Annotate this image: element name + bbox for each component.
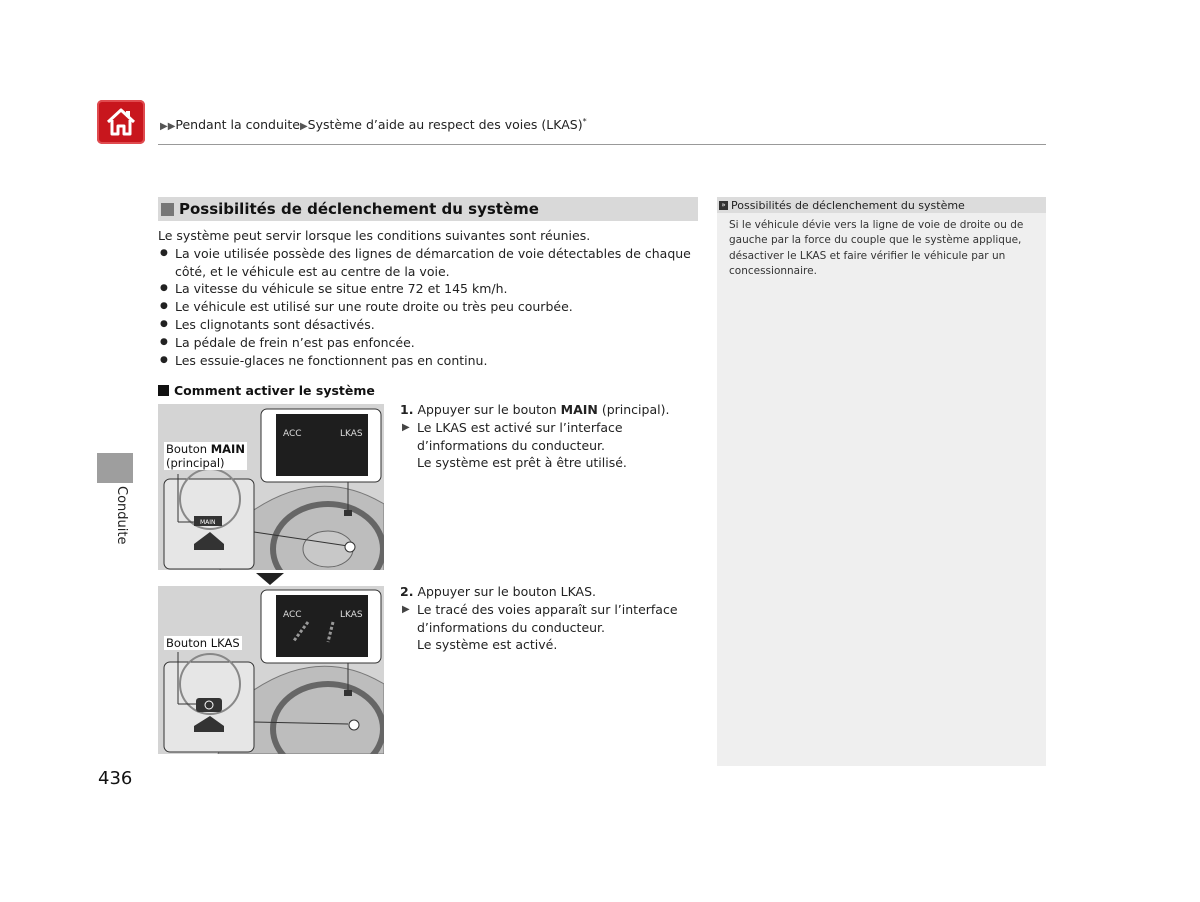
screen2-lkas-label: LKAS: [340, 610, 363, 620]
list-item: ● La pédale de frein n’est pas enfoncée.: [158, 334, 703, 352]
step-number: 2.: [400, 584, 414, 599]
subsection-title: Comment activer le système: [174, 383, 375, 398]
breadcrumb-separator: ▶: [299, 121, 308, 133]
screen1-acc-label: ACC: [283, 429, 302, 439]
main-button-label: MAIN: [200, 519, 216, 526]
section-square-icon: [161, 203, 174, 216]
breadcrumb-arrows: ▶▶: [160, 121, 176, 133]
section-title: Possibilités de déclenchement du système: [179, 200, 539, 218]
step-2-result-line: Le tracé des voies apparaît sur l’interface: [417, 601, 678, 617]
page-number: 436: [98, 768, 133, 789]
lkas-button-callout: Bouton LKAS: [166, 636, 240, 650]
list-item: ● Les clignotants sont désactivés.: [158, 316, 703, 334]
sidebar-note-heading[interactable]: [717, 197, 1046, 213]
step-1-result-line: Le système est prêt à être utilisé.: [417, 455, 627, 471]
callout-main-bold: MAIN: [210, 442, 245, 456]
step-1-text-suffix: (principal).: [597, 402, 670, 417]
list-item: ● Les essuie-glaces ne fonctionnent pas en continu.: [158, 352, 703, 370]
step-2-result: [400, 601, 700, 654]
step-1-result: [400, 419, 700, 472]
screen1-lkas-label: LKAS: [340, 429, 363, 439]
screen2-acc-label: ACC: [283, 610, 302, 620]
main-button-callout: [164, 442, 247, 470]
step-2-result-line: d’informations du conducteur.: [417, 619, 606, 635]
step-2-text: Appuyer sur le bouton LKAS.: [417, 584, 597, 599]
step-1-result-line: Le LKAS est activé sur l’interface: [417, 419, 623, 435]
breadcrumb-link-driving[interactable]: Pendant la conduite: [175, 117, 300, 133]
subsection-heading: [158, 383, 375, 398]
conditions-list: [158, 245, 703, 370]
step-1-text-bold: MAIN: [560, 402, 598, 417]
step-2-result-line: Le système est activé.: [417, 637, 558, 653]
chapter-tab-label: Conduite: [114, 486, 129, 545]
result-arrow-icon: ▶: [402, 421, 410, 433]
step-1-result-line: d’informations du conducteur.: [417, 437, 606, 453]
list-item: ● Le véhicule est utilisé sur une route droite ou très peu courbée.: [158, 298, 703, 316]
sidebar-note: [717, 197, 1046, 766]
sidebar-note-body: Si le véhicule dévie vers la ligne de voie de droite ou de gauche par la force du couple que le système applique, désactiver le LKAS et faire vérifier le véhicule par un concessionnaire.: [729, 219, 1024, 277]
list-item: ● La voie utilisée possède des lignes de démarcation de voie détectables de chaque côté, et le véhicule est au centre de la voie.: [158, 245, 703, 281]
list-item: ● La vitesse du véhicule se situe entre 72 et 145 km/h.: [158, 280, 703, 298]
subsection-square-icon: [158, 385, 169, 396]
breadcrumb-footnote-mark: *: [582, 117, 587, 126]
chapter-tab[interactable]: [97, 453, 133, 483]
step-1: [400, 401, 700, 472]
callout-main-suffix: (principal): [166, 456, 225, 470]
step-2: [400, 583, 700, 654]
home-icon: [105, 106, 137, 138]
breadcrumb: [160, 117, 587, 132]
header-divider: [158, 144, 1046, 145]
section-header: [158, 197, 698, 221]
callout-main-prefix: Bouton: [166, 442, 211, 456]
result-arrow-icon: ▶: [402, 603, 410, 615]
section-body: [158, 227, 703, 369]
step-number: 1.: [400, 402, 414, 417]
step-1-text-prefix: Appuyer sur le bouton: [417, 402, 561, 417]
intro-paragraph: Le système peut servir lorsque les conditions suivantes sont réunies.: [158, 228, 591, 243]
note-link-icon: »: [719, 201, 728, 210]
step-1-main: [400, 401, 700, 419]
home-button[interactable]: [97, 100, 145, 144]
breadcrumb-link-lkas[interactable]: Système d’aide au respect des voies (LKAS): [307, 117, 583, 133]
sidebar-note-title: Possibilités de déclenchement du système: [731, 198, 965, 212]
step-2-main: [400, 583, 700, 601]
